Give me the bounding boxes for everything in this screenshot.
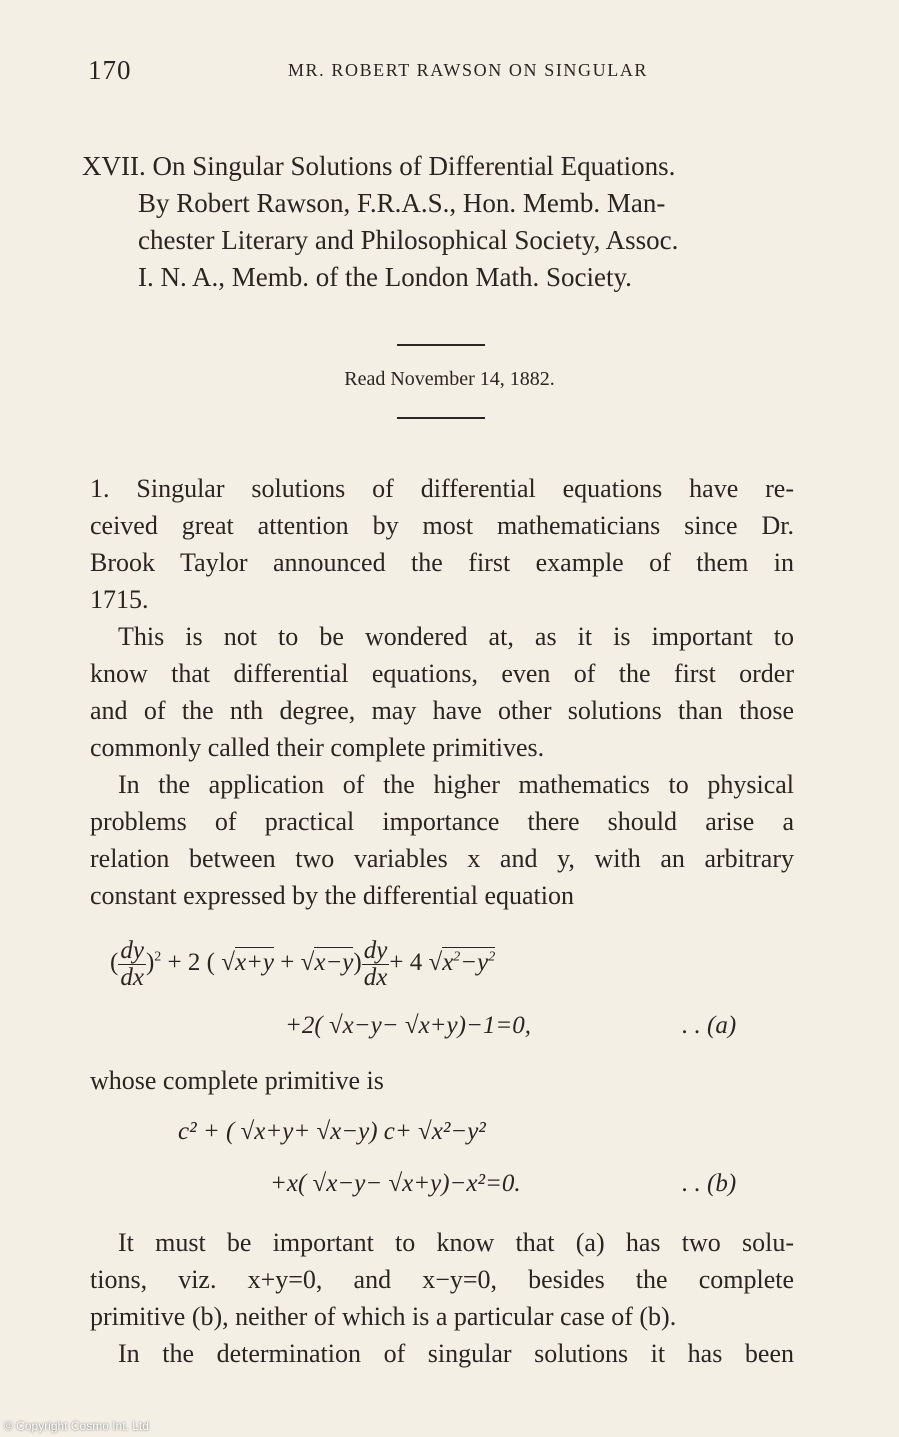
- divider-rule: [397, 344, 485, 346]
- author-line: By Robert Rawson, F.R.A.S., Hon. Memb. Man-: [138, 188, 666, 218]
- paragraph: In the determination of singular solutions it has been: [118, 1339, 794, 1368]
- article-title-block: [82, 148, 802, 296]
- equation-a-line-1: ( $\frac{dy}{dx}$ )$^2$ + 2 ( √x+y + √x−y) $\frac{dy}{dx}$ + 4 $√x^2-y^2$: [110, 937, 496, 991]
- copyright-watermark: © Copyright Cosmo Int. Ltd: [4, 1419, 149, 1433]
- article-body: [90, 470, 794, 914]
- article-title: XVII. On Singular Solutions of Differential Equations.: [82, 151, 676, 181]
- read-date: Read November 14, 1882.: [344, 368, 555, 390]
- paragraph: This is not to be wondered at, as it is important to know that differential equations, even of the first order and of the nth degree, may have other solutions than those commonly called their complete primitives.: [90, 622, 794, 762]
- equation-b-label: . . (b): [682, 1170, 737, 1197]
- equation-intro-text: whose complete primitive is: [90, 1066, 384, 1095]
- author-affiliation-line: chester Literary and Philosophical Society, Assoc.: [138, 225, 679, 255]
- equation-b-line-1: c² + ( √x+y+ √x−y) c+ √x²−y²: [178, 1118, 486, 1145]
- page-header: [88, 55, 808, 89]
- paragraph: In the application of the higher mathematics to physical problems of practical importance there should arise a relation between two variables x and y, with an arbitrary constant expressed by the differential equation: [90, 770, 794, 910]
- author-affiliation-line: I. N. A., Memb. of the London Math. Society.: [138, 262, 632, 292]
- equation-a-label: . . (a): [682, 1012, 737, 1039]
- page-number: 170: [88, 55, 132, 85]
- divider-rule: [397, 417, 485, 419]
- article-body-continued: [90, 1224, 794, 1372]
- paragraph: It must be important to know that (a) has two solu- tions, viz. x+y=0, and x−y=0, besides the complete primitive (b), neither of which is a particular case of (b).: [90, 1228, 794, 1331]
- running-head: MR. ROBERT RAWSON ON SINGULAR: [287, 60, 649, 80]
- paragraph: 1. Singular solutions of differential equations have re- ceived great attention by most mathematicians since Dr. Brook Taylor announced the first example of them in 1715.: [90, 474, 794, 614]
- equation-a-line-2: +2( √x−y− √x+y)−1=0,: [285, 1012, 531, 1039]
- equation-b-line-2: +x( √x−y− √x+y)−x²=0.: [270, 1170, 521, 1197]
